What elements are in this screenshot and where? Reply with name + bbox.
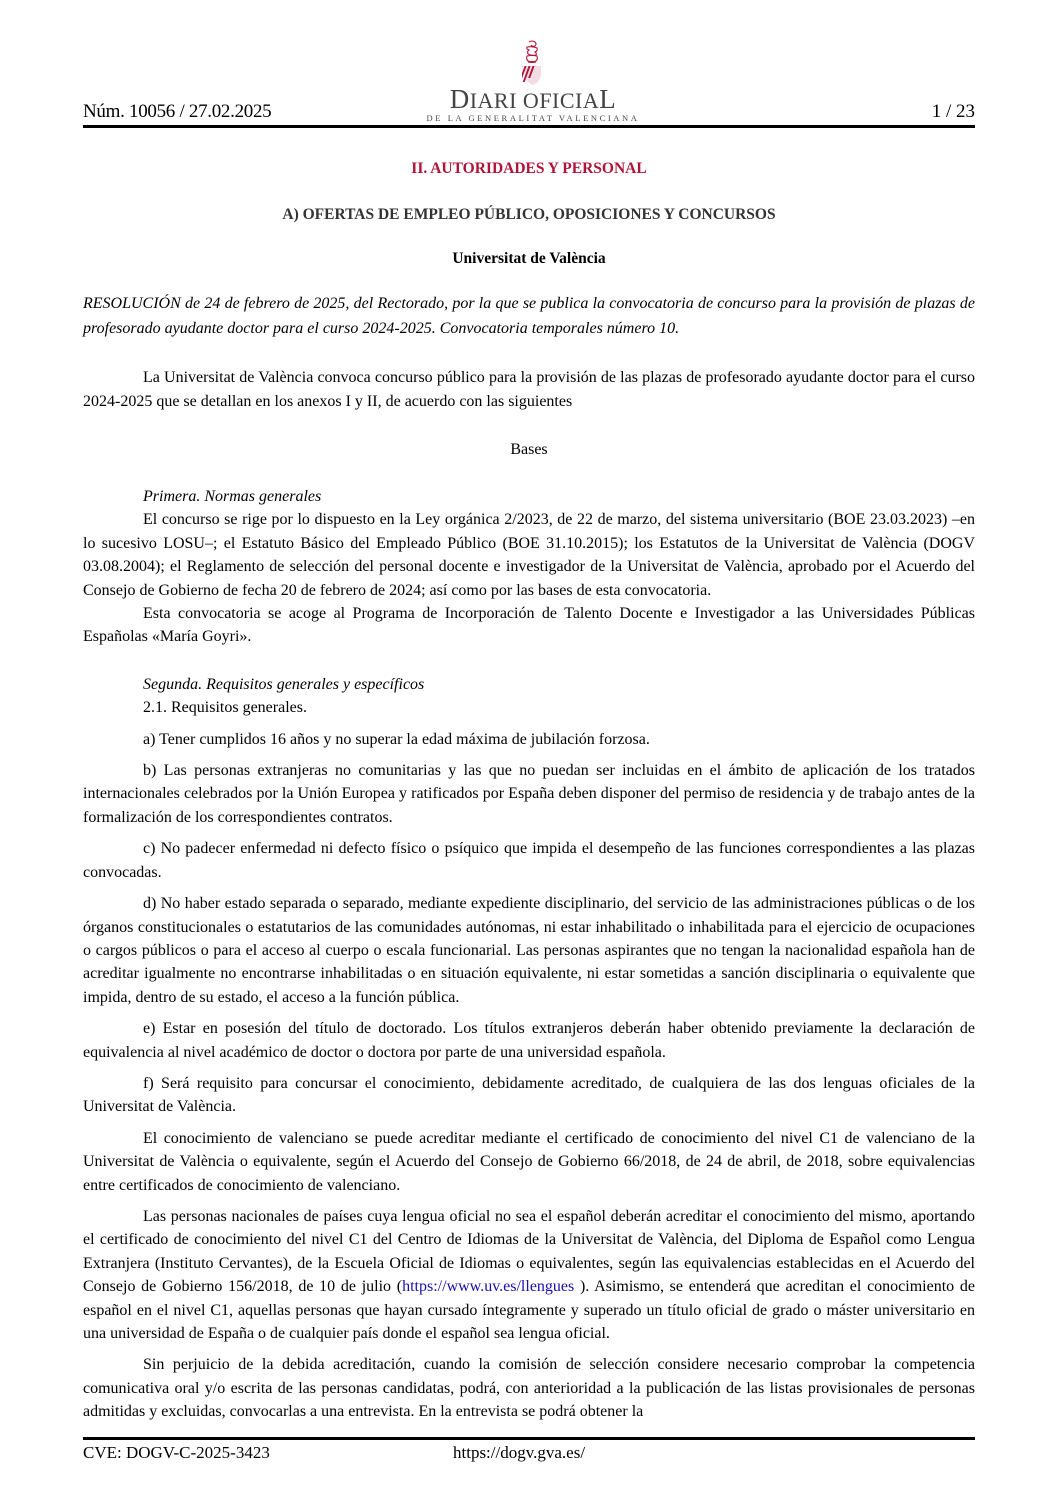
resolution-title: RESOLUCIÓN de 24 de febrero de 2025, del Rectorado, por la que se publica la convocatoria de concurso para la provisión de plazas de profesorado ayudante doctor para el curso 2024-2025. Convocatoria temporales número 10. (83, 295, 975, 337)
primera-paragraph-1: El concurso se rige por lo dispuesto en la Ley orgánica 2/2023, de 22 de marzo, del sistema universitario (BOE 23.03.2023) –en lo sucesivo LOSU–; el Estatuto Básico del Empleado Público (BOE 31.10.2015); los Estatutos de la Universitat de València (DOGV 03.08.2004); el Reglamento de selección del personal docente e investigador de la Universitat de València, aprobado por el Acuerdo del Consejo de Gobierno de fecha 20 de febrero de 2024; así como por las bases de esta convocatoria. (83, 511, 975, 599)
logo-subtitle: DE LA GENERALITAT VALENCIANA (426, 113, 640, 123)
segunda-subheading: 2.1. Requisitos generales. (143, 699, 307, 717)
logo-title: DIARI OFICIAL (449, 84, 617, 114)
section-subtitle: A) OFERTAS DE EMPLEO PÚBLICO, OPOSICIONES Y CONCURSOS (282, 206, 776, 223)
requirement-c: c) No padecer enfermedad ni defecto físico o psíquico que impida el desempeño de las funciones correspondientes a las plazas convocadas. (83, 840, 975, 881)
requirement-e: e) Estar en posesión del título de doctorado. Los títulos extranjeros deberán haber obtenido previamente la declaración de equivalencia al nivel académico de doctor o doctora por parte de una universidad española. (83, 1020, 975, 1061)
organization-title: Universitat de València (452, 250, 606, 267)
requirement-d: d) No haber estado separada o separado, mediante expediente disciplinario, del servicio de las administraciones públicas o de los órganos constitucionales o estatutarios de las comunidades autónomas, ni estar inhabilitado o inhabilitada para el ejercicio de ocupaciones o cargos públicos o para el acceso al cuerpo o escala funcionarial. Las personas aspirantes que no tengan la nacionalidad española han de acreditar igualmente no encontrarse inhabilitadas o en situación equivalente, ni estar sometidas a sanción disciplinaria o equivalente que impida, dentro de su estado, el acceso a la función pública. (83, 895, 975, 1006)
footer-divider (83, 1437, 975, 1440)
diari-oficial-logo (423, 40, 643, 122)
segunda-heading: Segunda. Requisitos generales y específicos (143, 675, 425, 693)
header-divider (83, 125, 975, 128)
generalitat-coat-of-arms-icon (522, 40, 544, 86)
llengues-link[interactable]: https://www.uv.es/llengues (402, 1278, 575, 1296)
cve-code: CVE: DOGV-C-2025-3423 (83, 1443, 270, 1462)
bases-heading: Bases (510, 441, 548, 458)
primera-heading: Primera. Normas generales (143, 488, 322, 505)
espanol-paragraph: Las personas nacionales de países cuya lengua oficial no sea el español deberán acreditar el conocimiento del mismo, aportando el certificado de conocimiento del nivel C1 del Centro de Idiomas de la Universitat de València, del Diploma de Español como Lengua Extranjera (Instituto Cervantes), de la Escuela Oficial de Idiomas o equivalentes, según las equivalencias establecidas en el Acuerdo del Consejo de Gobierno 156/2018, de 10 de julio (https://www.uv.es/llengues ). Asimismo, se entenderá que acreditan el conocimiento de español en el nivel C1, aquellas personas que hayan cursado íntegramente y superado un título oficial de grado o máster universitario en una universidad de España o de cualquier país donde el español sea lengua oficial. (83, 1207, 975, 1342)
page-indicator: 1 / 23 (931, 101, 975, 122)
intro-paragraph: La Universitat de València convoca concurso público para la provisión de las plazas de profesorado ayudante doctor para el curso 2024-2025 que se detallan en los anexos I y II, de acuerdo con las siguientes (83, 369, 975, 410)
requirement-a: a) Tener cumplidos 16 años y no superar la edad máxima de jubilación forzosa. (143, 730, 650, 748)
primera-paragraph-2: Esta convocatoria se acoge al Programa de Incorporación de Talento Docente e Investigador a las Universidades Públicas Españolas «María Goyri». (83, 605, 975, 646)
document-page (83, 0, 975, 1497)
footer-url-link[interactable]: https://dogv.gva.es/ (453, 1443, 586, 1462)
requirement-f: f) Será requisito para concursar el conocimiento, debidamente acreditado, de cualquiera de las dos lenguas oficiales de la Universitat de València. (83, 1074, 975, 1116)
valenciano-paragraph: El conocimiento de valenciano se puede acreditar mediante el certificado de conocimiento del nivel C1 de valenciano de la Universitat de València o equivalente, según el Acuerdo del Consejo de Gobierno 66/2018, de 24 de abril, de 2018, sobre equivalencias entre certificados de conocimiento de valenciano. (83, 1129, 975, 1194)
entrevista-paragraph: Sin perjuicio de la debida acreditación, cuando la comisión de selección considere necesario comprobar la competencia comunicativa oral y/o escrita de las personas candidatas, podrá, con anterioridad a la publicación de las listas provisionales de personas admitidas y excluidas, convocarlas a una entrevista. En la entrevista se podrá obtener la (83, 1356, 975, 1421)
issue-number-date: Núm. 10056 / 27.02.2025 (83, 101, 272, 122)
section-title: II. AUTORIDADES Y PERSONAL (411, 160, 647, 177)
document-body (83, 155, 975, 1424)
requirement-b: b) Las personas extranjeras no comunitarias y las que no puedan ser incluidas en el ámbito de aplicación de los tratados internacionales celebrados por la Unión Europea y ratificados por España deben disponer del permiso de residencia y de trabajo antes de la formalización de los correspondientes contratos. (83, 762, 975, 826)
page-header (83, 0, 975, 128)
